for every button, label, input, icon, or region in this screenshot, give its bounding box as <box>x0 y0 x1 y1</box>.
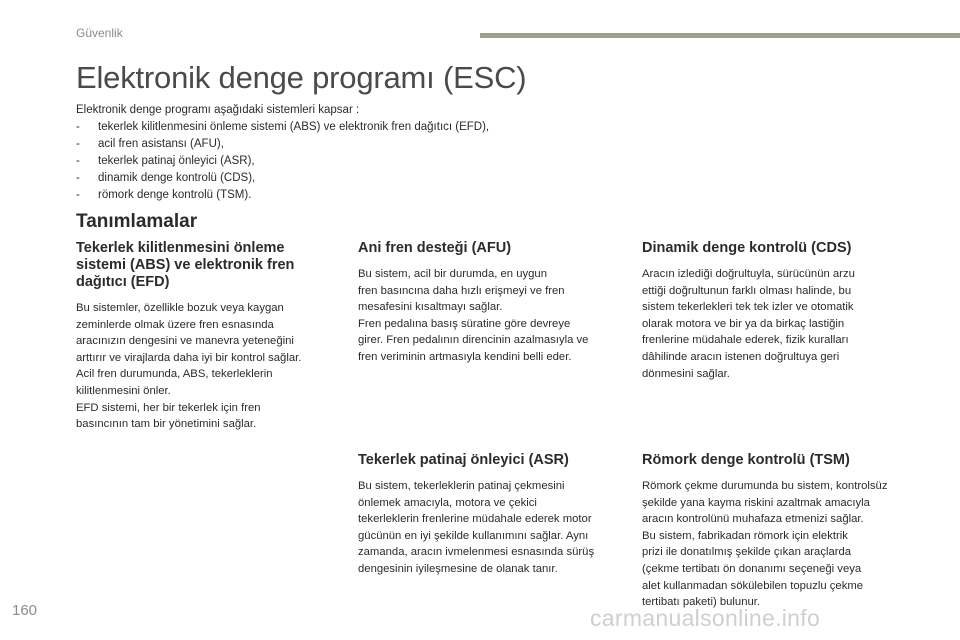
section-tsm <box>642 452 922 611</box>
section-abs-body: Bu sistemler, özellikle bozuk veya kaygan zeminlerde olmak üzere fren esnasında aracınızın dengesini ve manevra yeteneğini arttırır ve virajlarda daha iyi bir kontrol sağlar. Acil fren durumunda, ABS, tekerleklerin kilitlenmesini önler. EFD sistemi, her bir tekerlek için fren basıncının tam bir yönetimini sağlar. <box>76 302 302 431</box>
header-rule <box>480 33 960 38</box>
section-tsm-title: Römork denge kontrolü (TSM) <box>642 452 850 468</box>
intro-list-item: - römork denge kontrolü (TSM). <box>76 189 252 201</box>
section-tsm-body: Römork çekme durumunda bu sistem, kontrolsüz şekilde yana kayma riskini azaltmak amacıyla aracın kontrolünü muhafaza etmenizi sağlar. Bu sistem, fabrikadan römork için elektrik prizi ile donatılmış şekilde çıkan araçlarda (çekme tertibatı ön donanımı seçeneği veya alet kullanmadan sökülebilen topuzlu çekme tertibatı paketi) bulunur. <box>642 480 888 609</box>
section-abs <box>76 240 341 433</box>
section-cds <box>642 240 922 382</box>
definitions-heading: Tanımlamalar <box>76 211 198 232</box>
intro-list-item: - dinamik denge kontrolü (CDS), <box>76 172 256 184</box>
section-asr <box>358 452 628 578</box>
intro-list-item: - tekerlek kilitlenmesini önleme sistemi (ABS) ve elektronik fren dağıtıcı (EFD), <box>76 121 490 133</box>
section-asr-body: Bu sistem, tekerleklerin patinaj çekmesini önlemek amacıyla, motora ve çekici tekerleklerin frenlerine müdahale ederek motor gücünün en iyi şekilde kullanımını sağlar. Aynı zamanda, aracın ivmelenmesi esnasında sürüş dengesinin iyileşmesine de olanak tanır. <box>358 480 595 575</box>
section-afu-body: Bu sistem, acil bir durumda, en uygun fren basıncına daha hızlı erişmeyi ve fren mesafesini kısaltmayı sağlar. Fren pedalına basış süratine göre devreye girer. Fren pedalının direncinin azalmasıyla ve fren veriminin artmasıyla kendini belli eder. <box>358 268 589 363</box>
intro-list-item: - tekerlek patinaj önleyici (ASR), <box>76 155 255 167</box>
section-asr-title: Tekerlek patinaj önleyici (ASR) <box>358 452 569 468</box>
intro-block <box>76 102 636 204</box>
section-label: Güvenlik <box>76 26 123 40</box>
watermark: carmanualsonline.info <box>590 605 821 631</box>
page-number: 160 <box>12 602 38 619</box>
section-cds-body: Aracın izlediği doğrultuyla, sürücünün arzu ettiği doğrultunun farklı olması halinde, bu sistem tekerlekleri tek tek izler ve otomatik olarak motora ve bir ya da birkaç lastiğin frenlerine müdahale ederek, fizik kuralları dâhilinde aracın istenen doğrultuya geri dönmesini sağlar. <box>642 268 855 380</box>
section-afu-title: Ani fren desteği (AFU) <box>358 240 512 256</box>
section-afu <box>358 240 628 366</box>
section-abs-title: Tekerlek kilitlenmesini önleme sistemi (ABS) ve elektronik fren dağıtıcı (EFD) <box>76 240 295 290</box>
intro-lead: Elektronik denge programı aşağıdaki sistemleri kapsar : <box>76 104 360 116</box>
intro-list-item: - acil fren asistansı (AFU), <box>76 138 224 150</box>
section-cds-title: Dinamik denge kontrolü (CDS) <box>642 240 852 256</box>
page-title: Elektronik denge programı (ESC) <box>76 60 527 95</box>
